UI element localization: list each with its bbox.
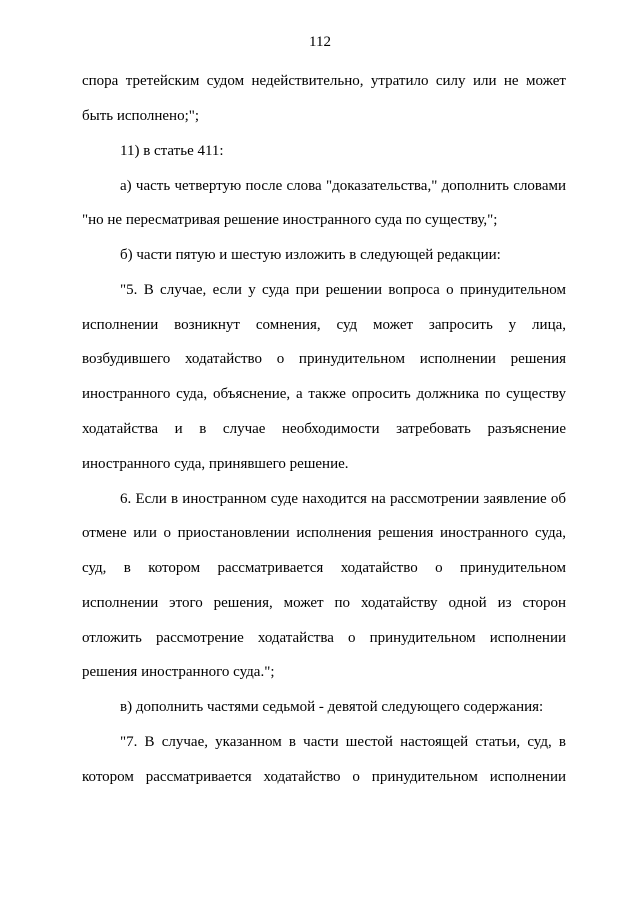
text-line: "7. В случае, указанном в части шестой настоящей статьи, суд, в xyxy=(120,734,566,750)
text-line: "5. В случае, если у суда при решении вопроса о принудительном xyxy=(120,282,566,298)
text-line: суд, в котором рассматривается ходатайство о принудительном xyxy=(82,560,566,576)
text-line: 6. Если в иностранном суде находится на рассмотрении заявление об xyxy=(120,491,566,507)
text-line: а) часть четвертую после слова "доказательства," дополнить словами xyxy=(120,178,566,194)
page-number: 112 xyxy=(309,34,331,50)
text-line: ходатайства и в случае необходимости затребовать разъяснение xyxy=(82,421,566,437)
text-line: котором рассматривается ходатайство о принудительном исполнении xyxy=(82,769,566,785)
text-line: б) части пятую и шестую изложить в следующей редакции: xyxy=(120,247,501,263)
text-line: возбудившего ходатайство о принудительном исполнении решения xyxy=(82,351,566,367)
text-line: исполнении этого решения, может по ходатайству одной из сторон xyxy=(82,595,566,611)
text-line: отмене или о приостановлении исполнения решения иностранного суда, xyxy=(82,525,566,541)
text-line: "но не пересматривая решение иностранного суда по существу,"; xyxy=(82,212,498,228)
text-line: в) дополнить частями седьмой - девятой следующего содержания: xyxy=(120,699,544,715)
text-line: исполнении возникнут сомнения, суд может запросить у лица, xyxy=(82,317,566,333)
text-line: иностранного суда, объяснение, а также опросить должника по существу xyxy=(82,386,566,402)
text-line: быть исполнено;"; xyxy=(82,108,200,124)
text-line: 11) в статье 411: xyxy=(120,143,224,159)
text-line: решения иностранного суда."; xyxy=(82,664,275,680)
text-line: спора третейским судом недействительно, утратило силу или не может xyxy=(82,73,566,89)
text-line: отложить рассмотрение ходатайства о принудительном исполнении xyxy=(82,630,566,646)
text-line: иностранного суда, принявшего решение. xyxy=(82,456,349,472)
